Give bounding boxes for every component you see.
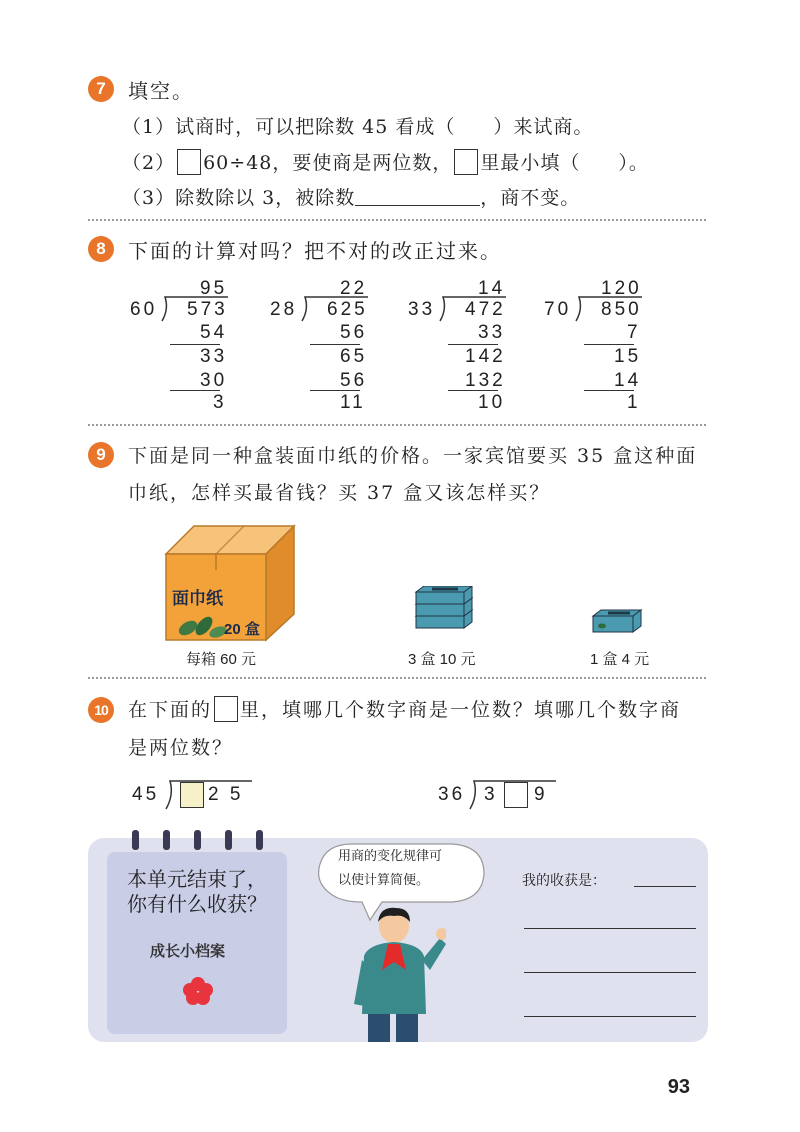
division-step: 56	[340, 322, 368, 343]
division-step: 132	[465, 370, 506, 391]
division-step: 7	[627, 322, 641, 343]
binder-ring	[225, 830, 232, 850]
answer-line[interactable]	[355, 188, 480, 206]
divisor: 36	[438, 784, 466, 805]
digit-box[interactable]	[180, 782, 204, 808]
question-text-line	[128, 695, 681, 722]
dividend-digit: 3	[484, 784, 498, 805]
divisor: 33	[408, 299, 436, 320]
digit-box[interactable]	[177, 149, 201, 175]
price-one-label: 1 盒 4 元	[590, 651, 650, 668]
question-text: 里，填哪几个数字商是一位数？填哪几个数字商	[240, 699, 682, 721]
binder-ring	[256, 830, 263, 850]
divisor: 45	[132, 784, 160, 805]
division-step: 14	[614, 370, 642, 391]
answer-line[interactable]	[524, 1016, 696, 1017]
tissue-box-icon	[590, 608, 644, 634]
box-count-label: 20 盒	[224, 621, 260, 638]
bubble-text-line: 用商的变化规律可	[338, 849, 443, 864]
question-title: 填空。	[128, 79, 194, 103]
step-rule	[170, 344, 220, 345]
division-step: 65	[340, 346, 368, 367]
card-title-line: 你有什么收获？	[127, 894, 267, 916]
answer-line[interactable]	[524, 928, 696, 929]
step-rule	[584, 390, 634, 391]
flower-icon	[182, 976, 214, 1006]
digit-box[interactable]	[454, 149, 478, 175]
division-step: 33	[200, 346, 228, 367]
step-rule	[448, 344, 498, 345]
item-text: ，商不变。	[480, 187, 581, 209]
section-divider	[88, 219, 706, 221]
section-divider	[88, 424, 706, 426]
division-step: 11	[340, 392, 366, 413]
dividend: 472	[465, 299, 506, 320]
dividend: 625	[327, 299, 368, 320]
binder-ring	[163, 830, 170, 850]
fill-item-3	[122, 183, 580, 210]
item-text: ）来试商。	[493, 116, 594, 138]
page-number: 93	[667, 1076, 690, 1098]
digit-box[interactable]	[214, 696, 238, 722]
question-text-line: 巾纸，怎样买最省钱？买 37 盒又该怎样买？	[128, 482, 551, 504]
division-step: 33	[478, 322, 506, 343]
student-illustration	[350, 904, 446, 1042]
question-text: 在下面的	[128, 699, 213, 721]
item-text: 里最小填（	[480, 152, 581, 174]
dividend-digits: 2 5	[208, 784, 244, 805]
section-divider	[88, 677, 706, 679]
question-title: 下面的计算对吗？把不对的改正过来。	[128, 239, 502, 263]
item-text: （1）试商时，可以把除数 45 看成（	[122, 116, 456, 138]
fill-item-2	[122, 148, 649, 175]
question-number-badge: 9	[88, 442, 114, 468]
item-text: （2）	[122, 152, 176, 174]
answer-line[interactable]	[634, 886, 696, 887]
dividend-digit: 9	[534, 784, 548, 805]
binder-ring	[194, 830, 201, 850]
quotient: 14	[478, 278, 506, 299]
gain-label: 我的收获是：	[522, 873, 606, 889]
divisor: 28	[270, 299, 298, 320]
question-number-badge: 8	[88, 236, 114, 262]
division-step: 15	[614, 346, 642, 367]
price-case-label: 每箱 60 元	[186, 651, 257, 668]
division-step: 1	[627, 392, 641, 413]
fill-item-1	[122, 112, 593, 139]
digit-box[interactable]	[504, 782, 528, 808]
quotient: 22	[340, 278, 368, 299]
quotient: 95	[200, 278, 228, 299]
division-step: 56	[340, 370, 368, 391]
tissue-box-stack-icon	[412, 586, 476, 630]
price-three-label: 3 盒 10 元	[408, 651, 476, 668]
card-title-line: 本单元结束了，	[127, 869, 267, 891]
division-step: 54	[200, 322, 228, 343]
division-step: 142	[465, 346, 506, 367]
step-rule	[448, 390, 498, 391]
division-step: 3	[213, 392, 227, 413]
step-rule	[310, 390, 360, 391]
step-rule	[310, 344, 360, 345]
step-rule	[170, 390, 220, 391]
card-subtitle: 成长小档案	[150, 943, 226, 960]
dividend: 573	[187, 299, 228, 320]
question-number-badge: 10	[88, 697, 114, 723]
box-brand-label: 面巾纸	[172, 589, 223, 608]
item-text: 60÷48，要使商是两位数，	[203, 152, 453, 174]
divisor: 60	[130, 299, 158, 320]
question-text-line: 是两位数？	[128, 737, 234, 759]
dividend: 850	[601, 299, 642, 320]
division-step: 30	[200, 370, 228, 391]
item-text: ）。	[618, 152, 649, 174]
item-text: （3）除数除以 3，被除数	[122, 187, 356, 209]
step-rule	[584, 344, 634, 345]
divisor: 70	[544, 299, 572, 320]
question-number-badge: 7	[88, 76, 114, 102]
bubble-text-line: 以使计算简便。	[338, 873, 430, 888]
division-step: 10	[478, 392, 506, 413]
question-text-line: 下面是同一种盒装面巾纸的价格。一家宾馆要买 35 盒这种面	[128, 445, 698, 467]
quotient: 120	[601, 278, 642, 299]
binder-ring	[132, 830, 139, 850]
answer-line[interactable]	[524, 972, 696, 973]
